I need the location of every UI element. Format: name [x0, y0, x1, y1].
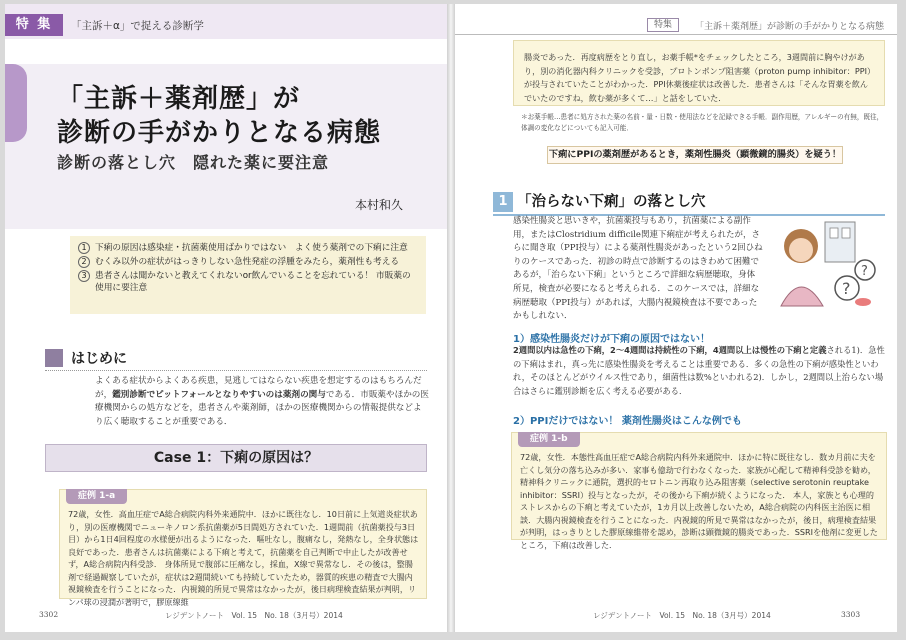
subsection-1-text: 2週間以内は急性の下痢，2～4週間は持続性の下痢，4週間以上は慢性の下痢と定義される1)．急性の下痢はまれ，真っ先に感染性腸炎を考えることは重要である．多くの急性の下痢が感染性といわれ，そのほとんどがウイルス性であり，細菌性は数%といわれる2)．しかし，2週間以上治らない場合はさらに鑑別診断を広く考える必要がある． [513, 345, 885, 396]
key-points-box [70, 236, 426, 314]
svg-text:?: ? [842, 279, 851, 298]
key-point: 3 患者さんは聞かないと教えてくれないor飲んでいることを忘れている！ 市販薬の使用に要注意 [78, 270, 418, 294]
case-1a-text: 72歳，女性．高血圧症でA総合病院内科外来通院中．ほかに既往なし．10日前に上気道炎症状あり，別の医療機関でニューキノロン系抗菌薬が5日間処方されていた．1週間前（抗菌薬投与3日目）から1日4回程度の水様便が出るようになった．嘔吐なし，腹痛なし，発熱なし，全身状態は良好であった．患者さんは抗菌薬による下痢と考えて，抗菌薬を自己判断で中止したが改善せず，A総合病院内科受診． 身体所見で腹部に圧痛なし，採血，X線で異常なし．その後は，整腸剤で経過観察していたが，症状は2週間続いても持続していたため，器質的疾患の精査で大腸内視鏡検査を行うことになった．内視鏡的所見で異常はなかったが，後日病理検査結果が判明，リンパ球の浸潤が著明で，膠原線維 [68, 509, 419, 607]
journal-footer: レジデントノート Vol. 15 No. 18（3月号）2014 [165, 611, 343, 620]
journal-footer: レジデントノート Vol. 15 No. 18（3月号）2014 [593, 611, 771, 620]
article-title: 「主訴＋薬剤歴」が 診断の手がかりとなる病態 [57, 84, 382, 148]
footnote: ＊お薬手帳…患者に処方された薬の名前・量・日数・使用法などを記録できる手帳．副作用歴，アレルギーの有無，既往，体調の変化などについても記入可能． [521, 113, 884, 132]
right-page [455, 4, 897, 632]
svg-text:?: ? [861, 264, 868, 279]
right-page-header [455, 18, 897, 32]
article-subtitle: 診断の落とし穴 隠れた薬に要注意 [57, 153, 330, 172]
intro-heading: はじめに [45, 347, 127, 369]
feature-badge: 特 集 [5, 14, 63, 36]
left-page [5, 4, 447, 632]
author-name: 本村和久 [354, 198, 403, 212]
section-text: 感染性腸炎と思いきや，抗菌薬投与もあり，抗菌薬による副作用，またはClostridium difficile関連下痢症が考えられたが，さらに聞き取（PPI投与）による薬剤性腸炎があったという2回ひねりのケースであった．初診の時点で診断するのはきわめて困難であるが，「治らない下痢」というところで詳細な病歴聴取，身体所見，検査が必要になると考えられる．このケースでは，詳細な病歴聴取（PPI投与）があれば，大腸内視鏡検査は不要であったかもしれない． [513, 216, 763, 322]
divider [45, 370, 427, 371]
left-page-header [5, 4, 447, 39]
callout-box: 下痢にPPIの薬剤歴があるとき，薬剤性腸炎（顕微鏡的腸炎）を疑う！ [547, 146, 843, 164]
header-tag: 特集 [647, 18, 679, 32]
title-tab [5, 64, 27, 142]
section-number: 1 [493, 192, 513, 212]
case-1a-box [59, 489, 427, 607]
key-point: 1 下痢の原因は感染症・抗菌薬使用ばかりではない よく使う薬剤での下痢に注意 [78, 242, 418, 254]
patient-illustration [767, 216, 879, 316]
header-title: 「主訴＋薬剤歴」が診断の手がかりとなる病態 [695, 22, 885, 32]
intro-paragraph: よくある症状からよくある疾患，見逃してはならない疾患を想定するのはもちろんだが，鑑別診断でピットフォールとなりやすいのは薬剤の関与である．市販薬やほかの医療機関からの処方などを，患者さんや薬剤師，ほかの医療機関からの情報提供などより広く聴取することが重要である． [95, 376, 429, 427]
case-1b-text: 72歳，女性．本態性高血圧症でA総合病院内科外来通院中．ほかに特に既往なし．数カ月前に夫を亡くし気分の落ち込みが多い．家事も億劫で行わなくなった．家族が心配して精神科受診を勧め，精神科クリニックに通院，選択的セロトニン再取り込み阻害薬（selective serotonin reuptake inhibitor：SSRI）投与となったが，その後から下痢が続くようになった． 本人，家族とも心理的ストレスからの下痢と考えていたが，1カ月以上改善しないため，A総合病院の内科医主治医に相談．大腸内視鏡検査を行うことになった．内視鏡的所見で異常はなかったが，後日，病理検査結果が判明，はっきりとした膠原線維帯を認め，診断は顕微鏡的腸炎であった．SSRIを他剤に変更したところ，下痢は改善した． [520, 452, 878, 550]
case-tag: 症例 1-b [518, 432, 580, 447]
subsection-2-title: 2）PPIだけではない！ 薬剤性腸炎はこんな例でも [513, 416, 742, 427]
case-continued-box: 腸炎であった．再度病歴をとり直し，お薬手帳*をチェックしたところ，3週間前に胸やけがあり，別の消化器内科クリニックを受診，プロトンポンプ阻害薬（proton pump inhibitor：PPI）が投与されていたことがわかった．PPI休薬後症状は改善した．患者さんは「そんな胃薬を飲んでいたのですね，飲む薬が多くて…」と話をしていた． [513, 40, 885, 106]
case-1b-box [511, 432, 887, 550]
section-title: 「治らない下痢」の落とし穴 [517, 194, 706, 210]
page-number: 3303 [841, 610, 861, 619]
page-number: 3302 [39, 610, 59, 619]
series-label: 「主訴＋α」で捉える診断学 [71, 20, 204, 32]
case-tag: 症例 1-a [66, 489, 127, 504]
key-point: 2 むくみ以外の症状がはっきりしない急性発症の浮腫をみたら，薬剤性も考える [78, 256, 418, 268]
case-heading: Case 1：下痢の原因は？ [45, 444, 427, 472]
subsection-1-title: 1）感染性腸炎だけが下痢の原因ではない！ [513, 334, 710, 345]
book-spine [447, 4, 455, 632]
header-rule [455, 34, 897, 35]
